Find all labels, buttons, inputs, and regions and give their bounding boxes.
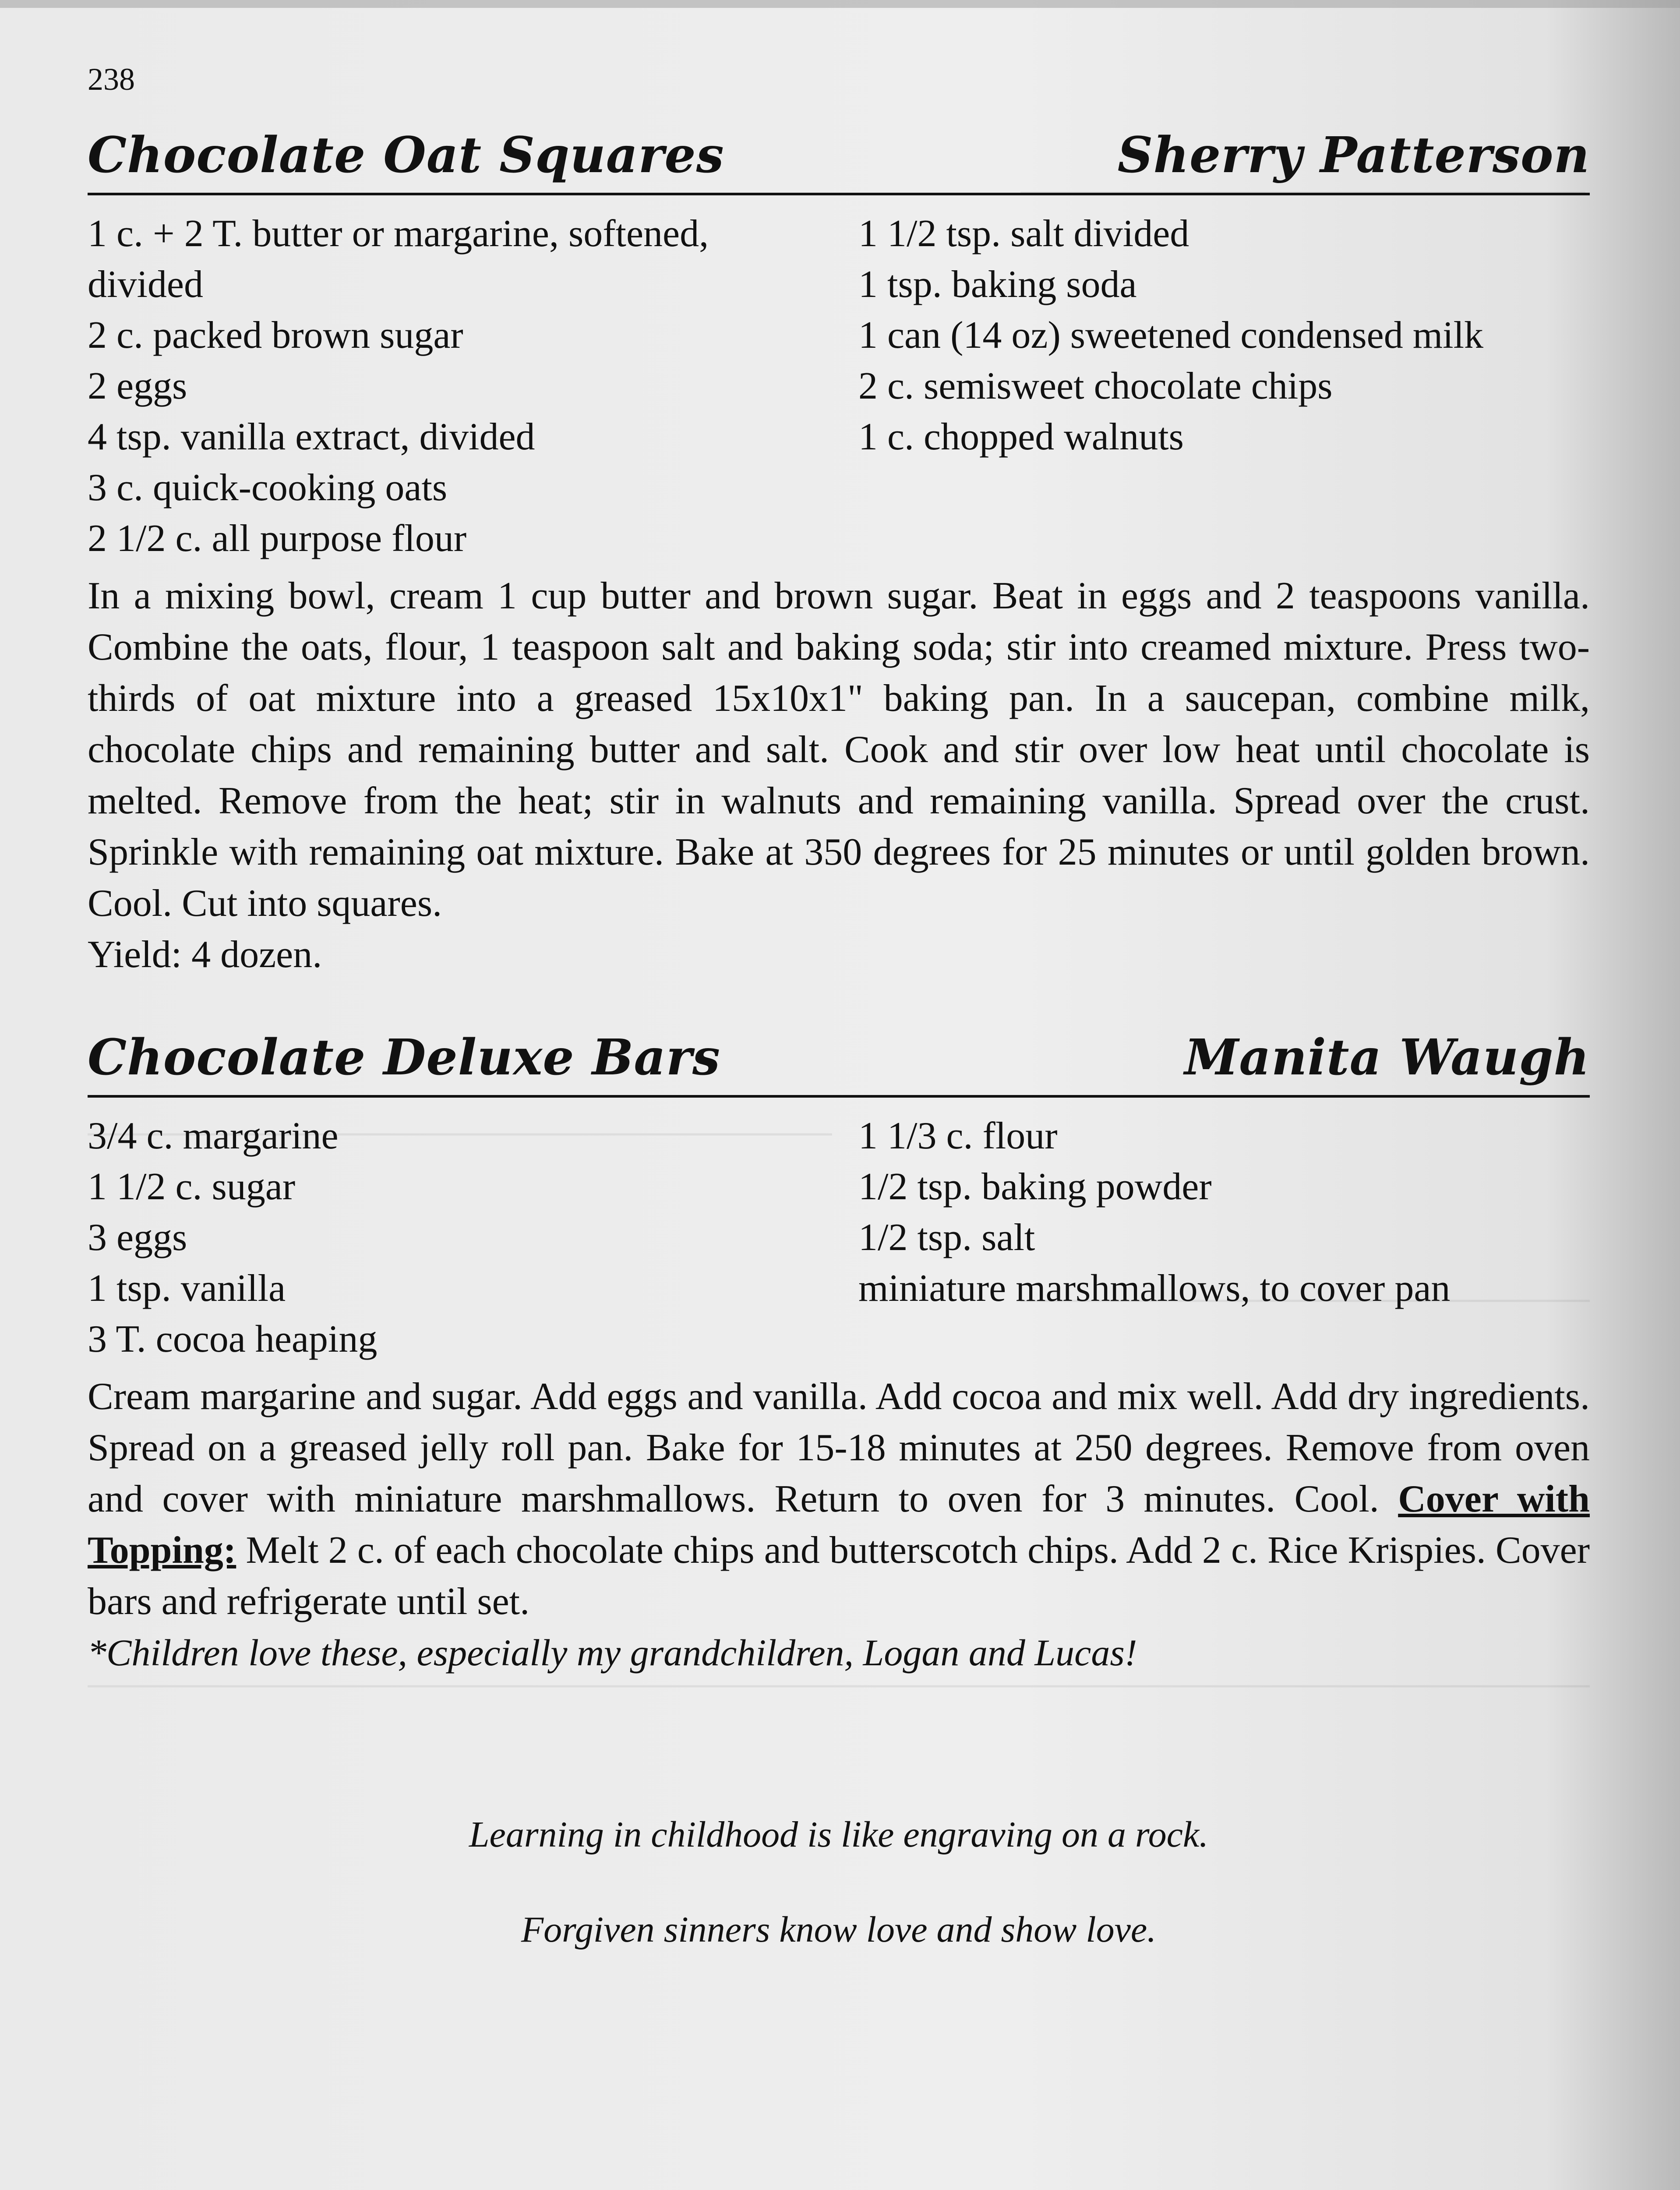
page-number: 238 <box>88 62 135 97</box>
recipe-header <box>88 1021 1590 1098</box>
recipe-author: Manita Waugh <box>1184 1029 1590 1086</box>
recipe-chocolate-oat-squares <box>88 118 1590 980</box>
recipe-title: Chocolate Deluxe Bars <box>88 1029 720 1086</box>
ingredient-item: 2 1/2 c. all purpose flour <box>88 517 467 560</box>
recipe-title: Chocolate Oat Squares <box>88 127 724 184</box>
ingredient-item: 3/4 c. margarine <box>88 1115 339 1157</box>
ingredient-item: 1 tsp. vanilla <box>88 1267 286 1310</box>
ingredient-item: 1 1/2 c. sugar <box>88 1166 296 1208</box>
directions-text: Cream margarine and sugar. Add eggs and vanilla. Add cocoa and mix well. Add dry ingredients. Spread on a greased jelly roll pan. Bake for 15-18 minutes at 250 degrees. Remove from oven and cover with miniature marshmallows. Return to oven for 3 minutes. Cool. <box>88 1375 1590 1520</box>
ingredient-item: 3 T. cocoa heaping <box>88 1318 378 1360</box>
ingredient-item: 1 c. chopped walnuts <box>858 416 1184 458</box>
ingredient-item: 2 c. semisweet chocolate chips <box>858 365 1333 407</box>
ingredient-item: 4 tsp. vanilla extract, divided <box>88 416 535 458</box>
quote: Learning in childhood is like engraving on a rock. <box>469 1814 1209 1855</box>
ingredient-item: 2 eggs <box>88 365 187 407</box>
topping-label: Cover with Topping: <box>88 1478 1590 1572</box>
ingredient-item: 1 tsp. baking soda <box>858 263 1137 306</box>
recipe-yield: Yield: 4 dozen. <box>88 933 322 976</box>
quote: Forgiven sinners know love and show love. <box>521 1909 1157 1950</box>
ingredient-item: 3 eggs <box>88 1216 187 1259</box>
ingredient-item: divided <box>88 263 203 306</box>
recipe-directions: In a mixing bowl, cream 1 cup butter and brown sugar. Beat in eggs and 2 teaspoons vanilla. Combine the oats, flour, 1 teaspoon salt and baking soda; stir into creamed mixture. Press two-thirds of oat mixture into a greased 15x10x1" baking pan. In a saucepan, combine milk, chocolate chips and remaining butter and salt. Cook and stir over low heat until chocolate is melted. Remove from the heat; stir in walnuts and remaining vanilla. Spread over the crust. Sprinkle with remaining oat mixture. Bake at 350 degrees for 25 minutes or until golden brown. Cool. Cut into squares. <box>88 575 1590 925</box>
ingredients-list <box>88 208 1590 564</box>
ingredient-item: 1/2 tsp. salt <box>858 1216 1035 1259</box>
ingredients-list <box>88 1111 1590 1365</box>
recipe-chocolate-deluxe-bars <box>88 1021 1590 1717</box>
ingredients-left-column <box>88 208 858 564</box>
topping-directions: Melt 2 c. of each chocolate chips and butterscotch chips. Add 2 c. Rice Krispies. Cover bars and refrigerate until set. <box>88 1529 1590 1623</box>
recipe-note: *Children love these, especially my grandchildren, Logan and Lucas! <box>88 1632 1137 1674</box>
ingredient-item: 1/2 tsp. baking powder <box>858 1166 1212 1208</box>
ingredients-left-column <box>88 1111 858 1365</box>
ingredient-item: 1 1/3 c. flour <box>858 1115 1058 1157</box>
ingredient-item: 3 c. quick-cooking oats <box>88 466 448 509</box>
ingredient-item: 1 c. + 2 T. butter or margarine, softened, <box>88 212 709 255</box>
ingredients-right-column <box>858 1111 1590 1365</box>
ingredient-item: 2 c. packed brown sugar <box>88 314 463 357</box>
quotes <box>88 1813 1590 2003</box>
ingredient-item: miniature marshmallows, to cover pan <box>858 1267 1451 1310</box>
recipe-header <box>88 118 1590 195</box>
page-edge-shadow <box>0 0 1680 8</box>
recipe-author: Sherry Patterson <box>1117 127 1590 184</box>
ingredients-right-column <box>858 208 1590 564</box>
ingredient-item: 1 can (14 oz) sweetened condensed milk <box>858 314 1484 357</box>
ingredient-item: 1 1/2 tsp. salt divided <box>858 212 1189 255</box>
recipe-directions <box>88 1371 1590 1678</box>
